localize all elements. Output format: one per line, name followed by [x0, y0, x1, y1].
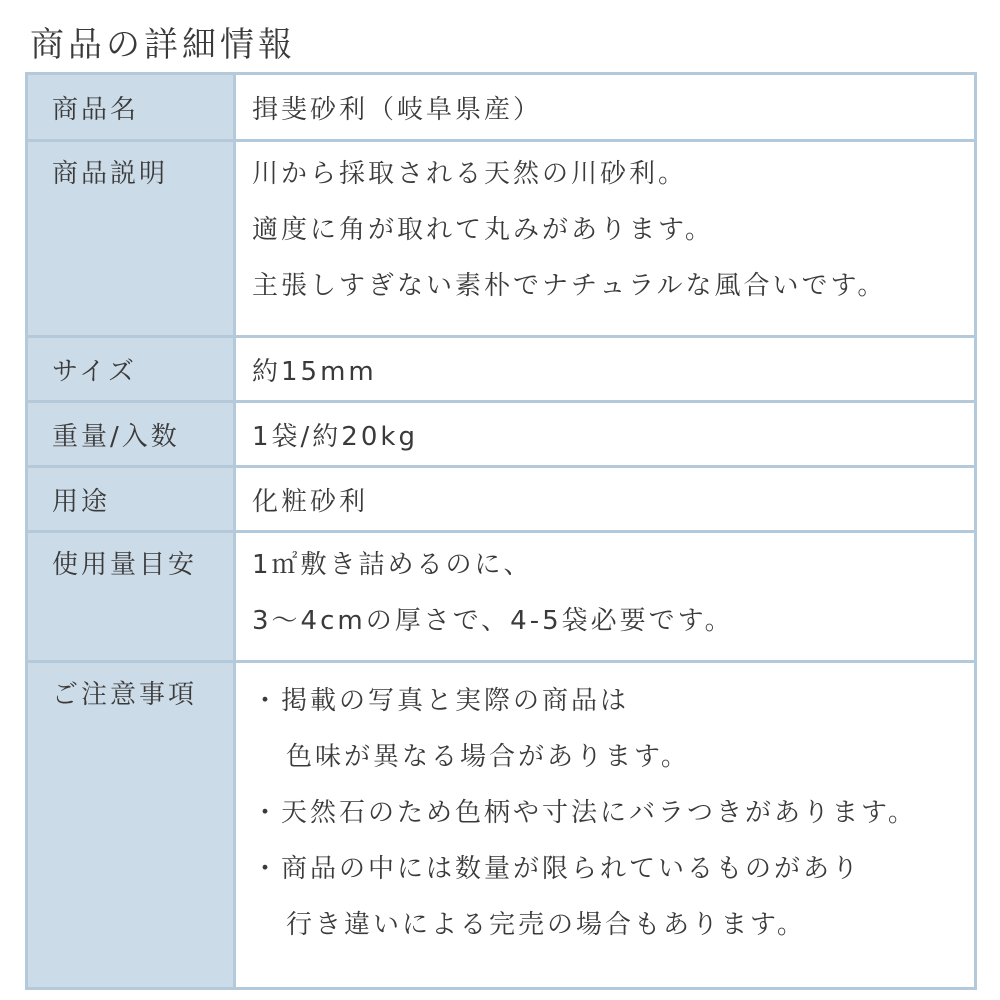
row-label: [28, 142, 236, 335]
value-line: ・商品の中には数量が限られているものがあり: [252, 854, 862, 884]
table-row-amount-guide: [28, 533, 974, 663]
row-value: 1袋/約20kg: [252, 421, 418, 452]
row-label: 重量/入数: [28, 403, 236, 465]
table-row-size: [28, 338, 974, 403]
row-label-text: ご注意事項: [52, 680, 198, 710]
value-line: 3～4cmの厚さで、4-5袋必要です。: [252, 606, 734, 636]
row-value: 約15mm: [252, 356, 377, 387]
row-label: 用途: [28, 468, 236, 530]
row-label: サイズ: [28, 338, 236, 400]
page-title: 商品の詳細情報: [30, 25, 296, 65]
table-row-notes: [28, 663, 974, 987]
row-value: [236, 142, 974, 335]
value-line: 1㎡敷き詰めるのに、: [252, 550, 533, 580]
row-label: [28, 663, 236, 987]
row-value: 化粧砂利: [252, 486, 369, 517]
row-label: [28, 533, 236, 660]
table-row-usage: [28, 468, 974, 533]
table-row-weight: [28, 403, 974, 468]
row-label-text: 商品説明: [52, 159, 169, 189]
value-line: 色味が異なる場合があります。: [286, 742, 690, 772]
table-row-description: [28, 142, 974, 338]
value-line: 川から採取される天然の川砂利。: [252, 159, 688, 189]
value-line: ・掲載の写真と実際の商品は: [252, 686, 630, 716]
spec-table: [25, 72, 977, 990]
value-line: 行き違いによる完売の場合もあります。: [286, 910, 806, 940]
value-line: 適度に角が取れて丸みがあります。: [252, 215, 714, 245]
row-label: 商品名: [28, 75, 236, 139]
row-value: 揖斐砂利（岐阜県産）: [252, 94, 543, 125]
row-value: [236, 663, 974, 987]
value-line: 主張しすぎない素朴でナチュラルな風合いです。: [252, 271, 887, 301]
row-value: [236, 533, 974, 660]
row-label-text: 使用量目安: [52, 550, 198, 580]
value-line: ・天然石のため色柄や寸法にバラつきがあります。: [252, 798, 917, 828]
table-row-product-name: [28, 75, 974, 142]
